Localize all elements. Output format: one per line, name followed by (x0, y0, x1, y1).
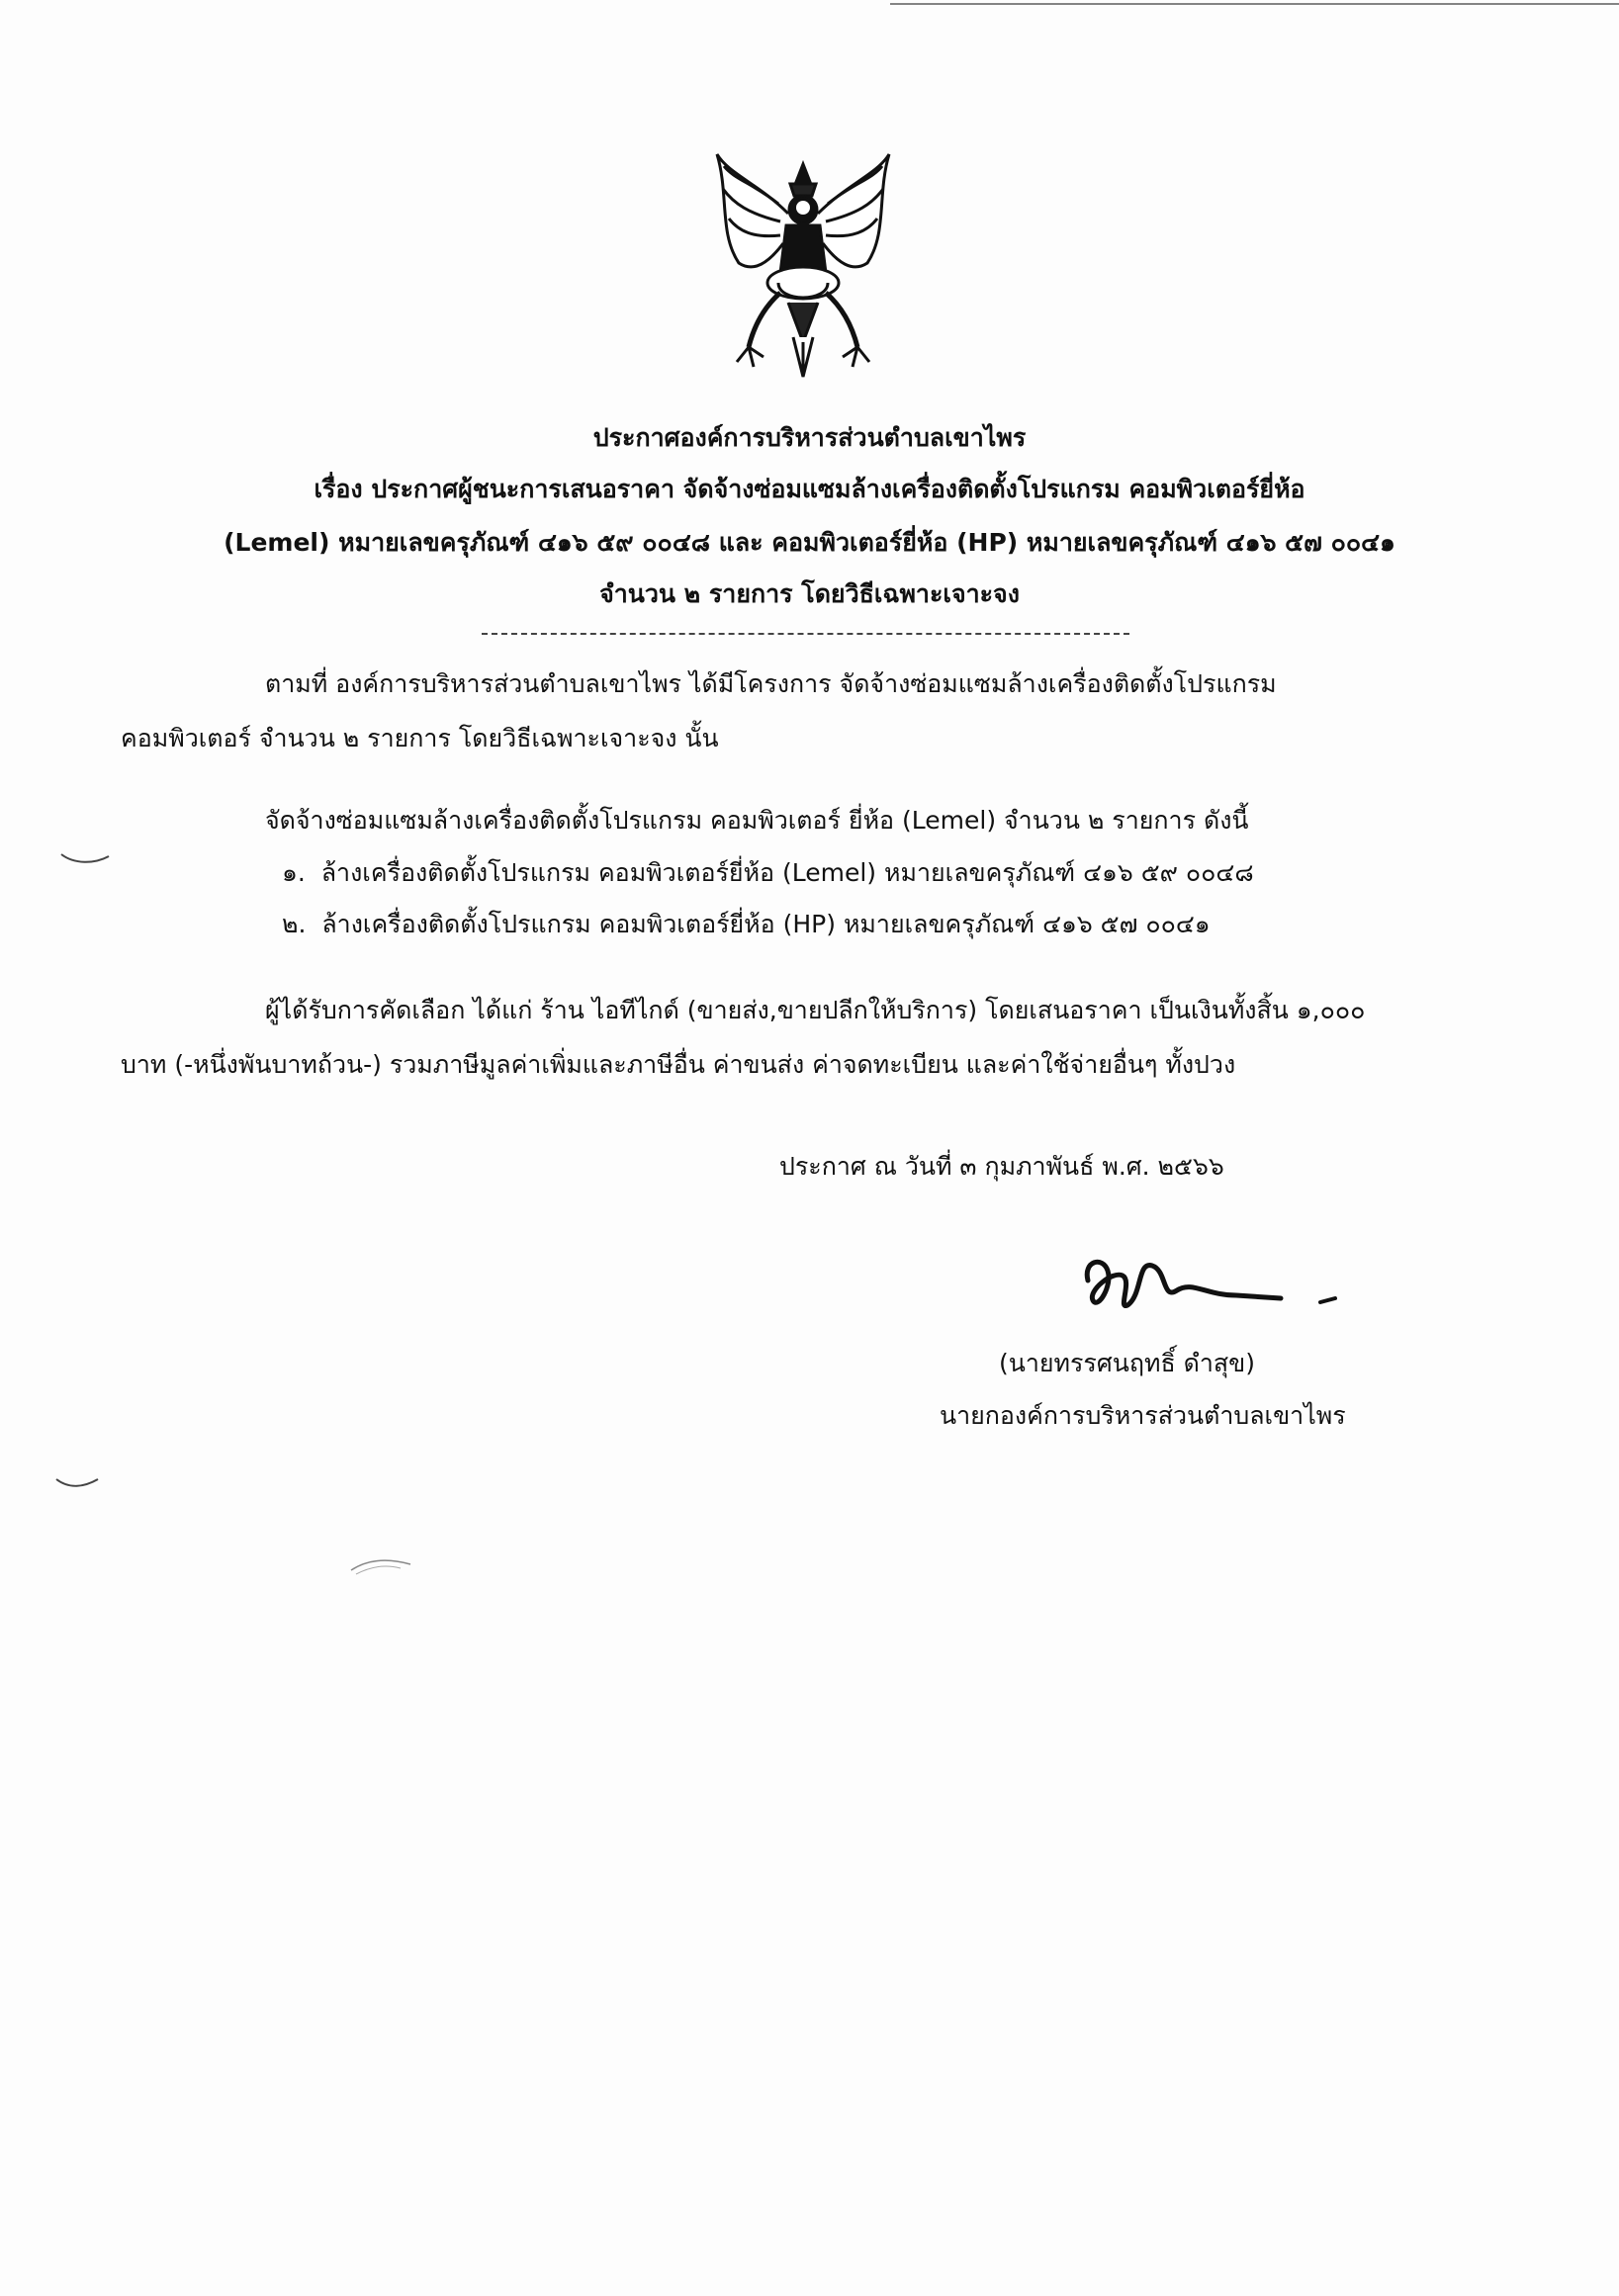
list-item (282, 908, 1211, 941)
subject-line-3: จำนวน ๒ รายการ โดยวิธีเฉพาะเจาะจง (599, 579, 1020, 608)
scan-mark-icon (54, 1473, 104, 1493)
handwritten-signature-icon (1068, 1241, 1345, 1330)
paragraph-2-intro: จัดจ้างซ่อมแซมล้างเครื่องติดตั้งโปรแกรม คอมพิวเตอร์ ยี่ห้อ (Lemel) จำนวน ๒ รายการ ดังนี้ (265, 806, 1249, 835)
list-item-number: ๒. (282, 910, 307, 938)
subject-line-1: เรื่อง ประกาศผู้ชนะการเสนอราคา จัดจ้างซ่อมแซมล้างเครื่องติดตั้งโปรแกรม คอมพิวเตอร์ยี่ห้อ (314, 475, 1305, 503)
subject-line-2: (Lemel) หมายเลขครุภัณฑ์ ๔๑๖ ๕๙ ๐๐๔๘ และ คอมพิวเตอร์ยี่ห้อ (HP) หมายเลขครุภัณฑ์ ๔๑๖ ๕๗ ๐๐๔๑ (224, 528, 1395, 557)
separator-dashed-line (482, 633, 1129, 635)
scan-top-edge-line (890, 3, 1619, 5)
paragraph-3-line-2: บาท (-หนึ่งพันบาทถ้วน-) รวมภาษีมูลค่าเพิ่มและภาษีอื่น ค่าขนส่ง ค่าจดทะเบียน และค่าใช้จ่ายอื่นๆ ทั้งปวง (121, 1050, 1236, 1079)
list-item (282, 856, 1254, 890)
document-title: ประกาศองค์การบริหารส่วนตำบลเขาไพร (592, 423, 1027, 452)
list-item-text: ล้างเครื่องติดตั้งโปรแกรม คอมพิวเตอร์ยี่ห้อ (Lemel) หมายเลขครุภัณฑ์ ๔๑๖ ๕๙ ๐๐๔๘ (320, 858, 1254, 887)
scan-smudge-icon (346, 1552, 415, 1577)
signer-name: (นายทรรศนฤทธิ์ ดำสุข) (999, 1349, 1256, 1377)
garuda-emblem-icon (709, 144, 897, 382)
paragraph-3-line-1: ผู้ได้รับการคัดเลือก ได้แก่ ร้าน ไอทีไกด์ (ขายส่ง,ขายปลีกให้บริการ) โดยเสนอราคา เป็นเงินทั้งสิ้น ๑,๐๐๐ (265, 996, 1366, 1024)
paragraph-1-line-1: ตามที่ องค์การบริหารส่วนตำบลเขาไพร ได้มีโครงการ จัดจ้างซ่อมแซมล้างเครื่องติดตั้งโปรแกรม (265, 669, 1277, 698)
list-item-number: ๑. (282, 858, 306, 887)
paragraph-1-line-2: คอมพิวเตอร์ จำนวน ๒ รายการ โดยวิธีเฉพาะเจาะจง นั้น (121, 724, 719, 752)
list-item-text: ล้างเครื่องติดตั้งโปรแกรม คอมพิวเตอร์ยี่ห้อ (HP) หมายเลขครุภัณฑ์ ๔๑๖ ๕๗ ๐๐๔๑ (321, 910, 1211, 938)
scan-mark-icon (59, 848, 119, 868)
announcement-date: ประกาศ ณ วันที่ ๓ กุมภาพันธ์ พ.ศ. ๒๕๖๖ (779, 1152, 1224, 1181)
signer-title: นายกองค์การบริหารส่วนตำบลเขาไพร (940, 1401, 1346, 1430)
